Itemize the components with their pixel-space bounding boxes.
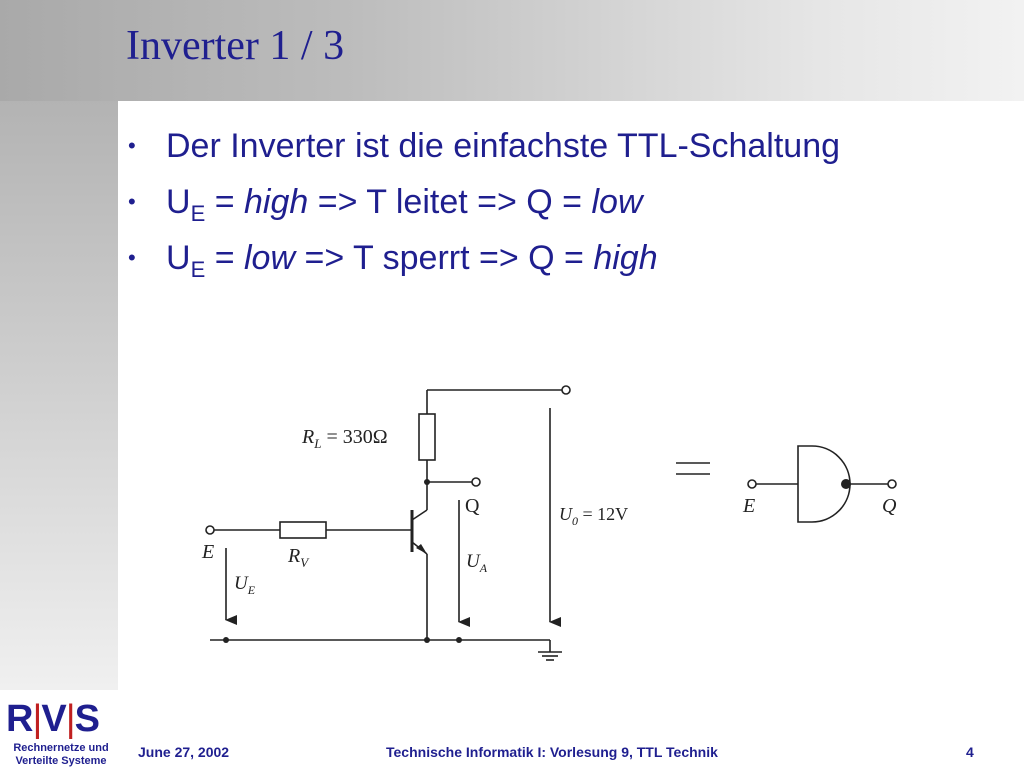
implication-text: => T sperrt => Q =: [295, 239, 594, 277]
bullet-dot-icon: •: [128, 189, 136, 214]
bullet-text: Der Inverter ist die einfachste TTL-Schaltung: [166, 127, 841, 165]
implication-text: => T leitet => Q =: [308, 183, 592, 221]
slide-title: Inverter 1 / 3: [126, 23, 345, 69]
rl-resistor: [419, 414, 435, 460]
logo-caption: Rechnernetze und Verteilte Systeme: [13, 742, 109, 767]
gate-input-terminal: [748, 480, 756, 488]
ue-label: $U_E$: [234, 573, 256, 597]
rv-label: $R_V$: [288, 545, 309, 570]
voltage-subscript: E: [190, 257, 206, 282]
equals-text: =: [205, 239, 244, 277]
rvs-logo: [4, 698, 116, 768]
footer-date: June 27, 2002: [138, 744, 230, 760]
logo-mark: R|V|S: [6, 698, 99, 740]
gate-output-terminal: [888, 480, 896, 488]
voltage-symbol: U: [166, 183, 191, 221]
input-label: E: [202, 541, 215, 563]
ua-label: $U_A$: [466, 551, 488, 575]
ground-junction-emitter: [424, 637, 430, 643]
equals-text: =: [205, 183, 244, 221]
rv-resistor: [280, 522, 326, 538]
output-level: low: [591, 183, 643, 221]
ground-junction-ua: [456, 637, 462, 643]
input-level: low: [244, 239, 296, 277]
gate-output-label: Q: [882, 495, 897, 517]
rl-label: $R_L = 330\Omega$: [302, 426, 388, 451]
bullet-dot-icon: •: [128, 245, 136, 270]
voltage-subscript: E: [190, 201, 206, 226]
u0-label: $U_0 = 12V$: [559, 504, 629, 528]
output-junction: [424, 479, 430, 485]
transistor-collector-lead: [412, 510, 427, 520]
output-terminal: [472, 478, 480, 486]
supply-terminal: [562, 386, 570, 394]
output-level: high: [593, 239, 658, 277]
gate-output-bubble: [841, 479, 851, 489]
input-level: high: [244, 183, 309, 221]
voltage-symbol: U: [166, 239, 191, 277]
input-terminal: [206, 526, 214, 534]
page-number: 4: [966, 744, 974, 760]
ground-junction-left: [223, 637, 229, 643]
output-label: Q: [465, 495, 480, 517]
bullet-dot-icon: •: [128, 133, 136, 158]
gate-input-label: E: [743, 495, 756, 517]
footer-course-title: Technische Informatik I: Vorlesung 9, TTL Technik: [386, 744, 718, 760]
